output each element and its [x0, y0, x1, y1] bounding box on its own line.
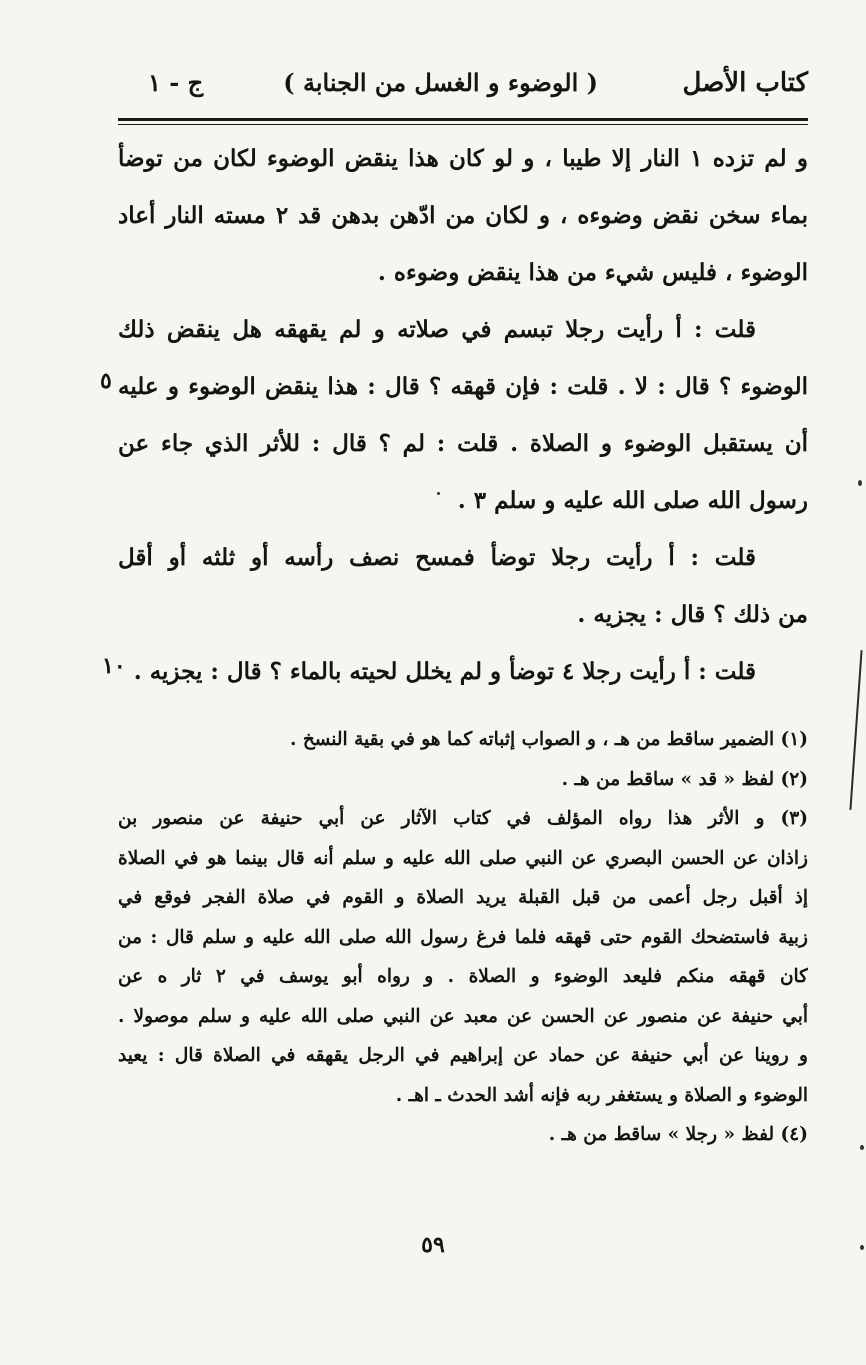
footnotes	[118, 720, 808, 1155]
line-marker-5: ٥	[100, 368, 112, 394]
scan-speck	[437, 492, 440, 495]
footnote-line: كان قهقه منكم فليعد الوضوء و الصلاة . و رواه أبو يوسف في ٢ ثار ه عن	[118, 966, 808, 987]
footnote-line: إذ أقبل رجل أعمى من قبل القبلة يريد الصلاة و القوم في صلاة الفجر فوقع في	[118, 887, 808, 908]
text-line: و لم تزده ١ النار إلا طيبا ، و لو كان هذا ينقض الوضوء لكان من توضأ	[118, 145, 808, 172]
footnote-line: الوضوء و الصلاة و يستغفر ربه فإنه أشد الحدث ـ اهـ .	[395, 1084, 808, 1106]
scan-speck	[860, 1145, 864, 1150]
header-rule-thin	[118, 124, 808, 125]
line-marker-10: ١٠	[102, 653, 126, 679]
footnote-line: (٣) و الأثر هذا رواه المؤلف في كتاب الآثار عن أبي حنيفة عن منصور بن	[118, 808, 808, 829]
footnote-line: (١) الضمير ساقط من هـ ، و الصواب إثباته كما هو في بقية النسخ .	[289, 729, 808, 750]
text-line: قلت : أ رأيت رجلا تبسم في صلاته و لم يقهقه هل ينقض ذلك	[118, 316, 756, 343]
text-line: من ذلك ؟ قال : يجزيه .	[577, 601, 808, 628]
footnote-line: و روينا عن أبي حنيفة عن حماد عن إبراهيم في الرجل يقهقه في الصلاة قال : يعيد	[118, 1045, 808, 1066]
header-rule-thick	[118, 118, 808, 121]
text-line: رسول الله صلى الله عليه و سلم ٣ .	[457, 487, 808, 514]
volume-number: ج - ١	[148, 68, 204, 97]
scan-margin-line	[849, 650, 862, 810]
footnote-line: (٤) لفظ « رجلا » ساقط من هـ .	[548, 1124, 808, 1145]
text-line: بماء سخن نقض وضوءه ، و لكان من ادّهن بدهن قد ٢ مسته النار أعاد	[118, 202, 808, 229]
footnote-line: زاذان عن الحسن البصري عن النبي صلى الله عليه و سلم أنه قال بينما هو في الصلاة	[118, 847, 808, 869]
text-line: الوضوء ، فليس شيء من هذا ينقض وضوءه .	[377, 259, 808, 286]
page-number: ٥٩	[421, 1232, 445, 1258]
text-line: قلت : أ رأيت رجلا ٤ توضأ و لم يخلل لحيته بالماء ؟ قال : يجزيه .	[133, 658, 756, 685]
footnote-line: زبية فاستضحك القوم حتى قهقه فلما فرغ رسول الله صلى الله عليه و سلم قال : من	[118, 926, 808, 948]
book-title: كتاب الأصل	[682, 68, 808, 98]
scan-speck	[860, 1245, 864, 1250]
scan-speck	[858, 480, 862, 486]
text-line: أن يستقبل الوضوء و الصلاة . قلت : لم ؟ قال : للأثر الذي جاء عن	[118, 430, 808, 457]
text-line: الوضوء ؟ قال : لا . قلت : فإن قهقه ؟ قال : هذا ينقض الوضوء و عليه	[118, 373, 808, 400]
running-header	[118, 62, 808, 112]
footnote-line: أبي حنيفة عن منصور عن الحسن عن معبد عن النبي صلى الله عليه و سلم موصولا .	[118, 1005, 808, 1027]
footnote-line: (٢) لفظ « قد » ساقط من هـ .	[561, 768, 808, 790]
main-text	[118, 130, 808, 700]
text-line: قلت : أ رأيت رجلا توضأ فمسح نصف رأسه أو ثلثه أو أقل	[118, 544, 756, 571]
chapter-title: ( الوضوء و الغسل من الجنابة )	[283, 68, 598, 97]
